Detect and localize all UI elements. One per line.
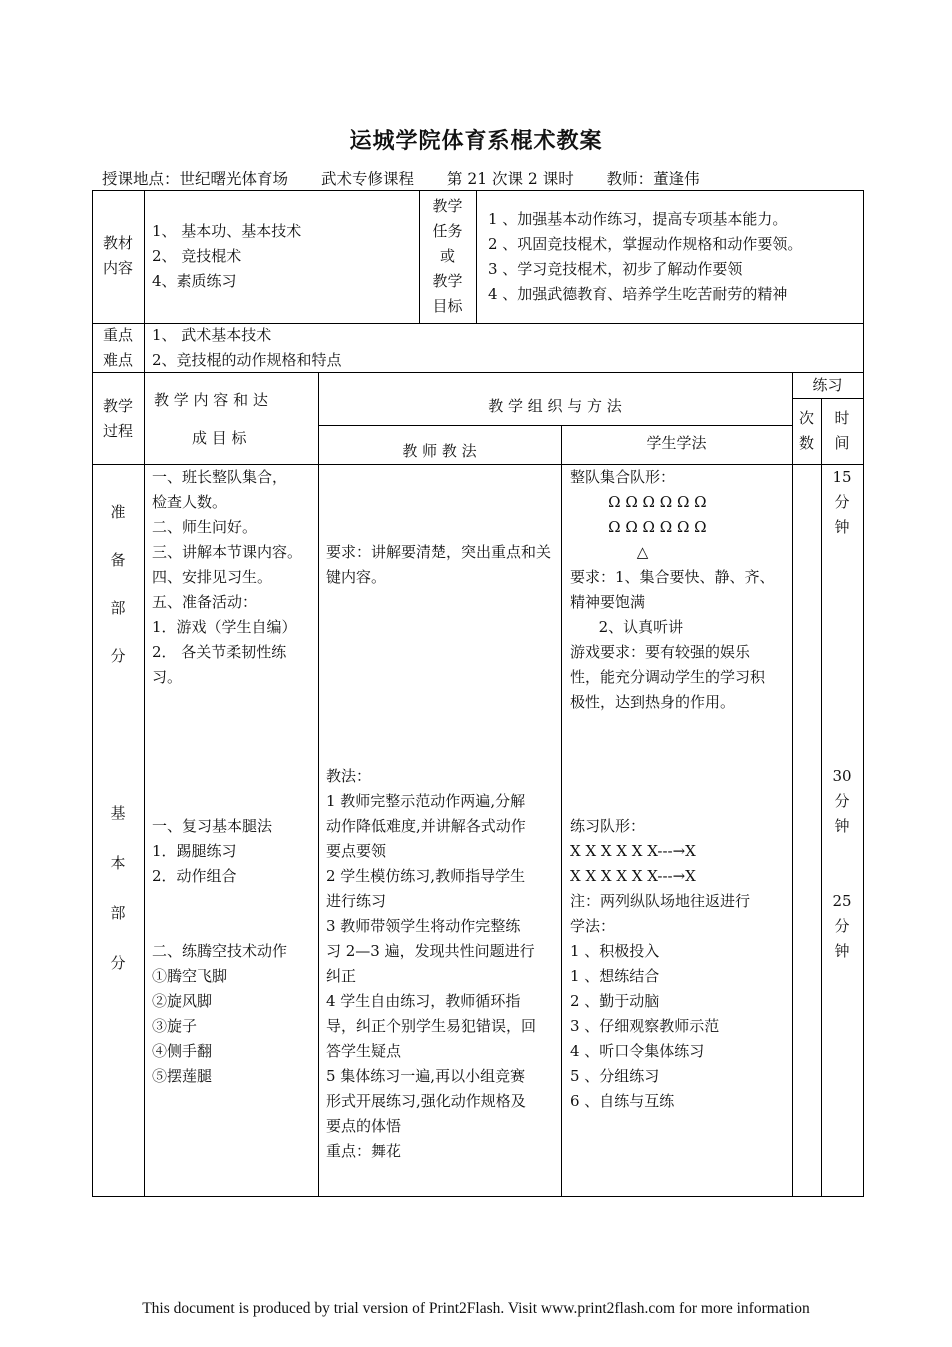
course-info (102, 167, 728, 189)
info-location: 授课地点：世纪曙光体育场 (102, 170, 289, 188)
basic-stage-label: 基 本 部 分 (110, 804, 126, 972)
prep-content: 一、班长整队集合， 检查人数。 二、师生问好。 三、讲解本节课内容。 四、安排见习生。 五、准备活动： 1．游戏（学生自编） 2． 各关节柔韧性练 习。 (152, 468, 303, 686)
prep-student-method: 整队集合队形： Ω Ω Ω Ω Ω Ω Ω Ω Ω Ω Ω Ω △ 要求：1、集合要快、静、齐、 精神要饱满 2、认真听讲 游戏要求：要有较强的娱乐 性，能充分调动学生的学习积 极性，达到热身的作用。 (570, 468, 775, 711)
prep-stage-label: 准 备 部 分 (110, 503, 126, 665)
basic-teacher-method: 教法： 1 教师完整示范动作两遍,分解 动作降低难度,并讲解各式动作 要点要领 2 学生模仿练习,教师指导学生 进行练习 3 教师带领学生将动作完整练 习 2—3 遍，发现共性问题进行 纠正 4 学生自由练习，教师循环指 导，纠正个别学生易犯错误，回 答学生疑点 5 集体练习一遍,再以小组竞赛 形式开展练习,强化动作规格及 要点的体悟 重点：舞花 (326, 767, 537, 1160)
content-label: 教材 内容 (102, 234, 133, 277)
process-header: 教学 过程 (102, 397, 133, 440)
key-label: 重点 难点 (102, 326, 133, 369)
practice-header: 练习 (812, 376, 843, 394)
task-label: 教学 任务 或 教学 目标 (432, 197, 463, 315)
times-header: 次 数 (798, 409, 814, 452)
info-session: 第 21 次课 2 课时 (446, 170, 574, 188)
student-method-header: 学生学法 (646, 434, 707, 452)
prep-teacher-method: 要求：讲解要清楚，突出重点和关键内容。 (326, 543, 552, 586)
org-method-header: 教 学 组 织 与 方 法 (488, 397, 622, 415)
content-items: 1、 基本功、基本技术 2、 竞技棍术 4、素质练习 (152, 222, 302, 290)
basic-content-aerial: 二、练腾空技术动作 ①腾空飞脚 ②旋风脚 ③旋子 ④侧手翻 ⑤摆莲腿 (152, 942, 288, 1085)
duration-header: 时 间 (834, 409, 850, 452)
key-items: 1、 武术基本技术 2、竞技棍的动作规格和特点 (152, 326, 342, 369)
teacher-method-header: 教 师 教 法 (402, 442, 477, 460)
prep-time: 15 分 钟 (832, 468, 852, 536)
document-title: 运城学院体育系棍术教案 (349, 128, 603, 154)
info-teacher: 教师：董逢伟 (606, 170, 700, 188)
content-goal-header-1: 教 学 内 容 和 达 (154, 391, 268, 409)
content-goal-header-2: 成 目 标 (192, 429, 247, 447)
basic-content-legs: 一、复习基本腿法 1．踢腿练习 2．动作组合 (152, 817, 273, 885)
task-items: 1 、加强基本动作练习，提高专项基本能力。 2 、巩固竞技棍术，掌握动作规格和动作要领。 3 、学习竞技棍术，初步了解动作要领 4 、加强武德教育、培养学生吃苦耐劳的精神 (488, 210, 803, 303)
trial-footer: This document is produced by trial version of Print2Flash. Visit www.print2flash.com for more information (142, 1300, 810, 1317)
basic-time-aerial: 25 分 钟 (832, 892, 852, 960)
basic-time-legs: 30 分 钟 (832, 767, 852, 835)
basic-student-method: 练习队形： X X X X X X---→X X X X X X X---→X 注：两列纵队场地往返进行 学法： 1 、积极投入 1 、想练结合 2 、勤于动脑 3 、仔细观察教师示范 4 、听口令集体练习 5 、分组练习 6 、自练与互练 (570, 817, 751, 1110)
info-course: 武术专修课程 (320, 170, 414, 188)
